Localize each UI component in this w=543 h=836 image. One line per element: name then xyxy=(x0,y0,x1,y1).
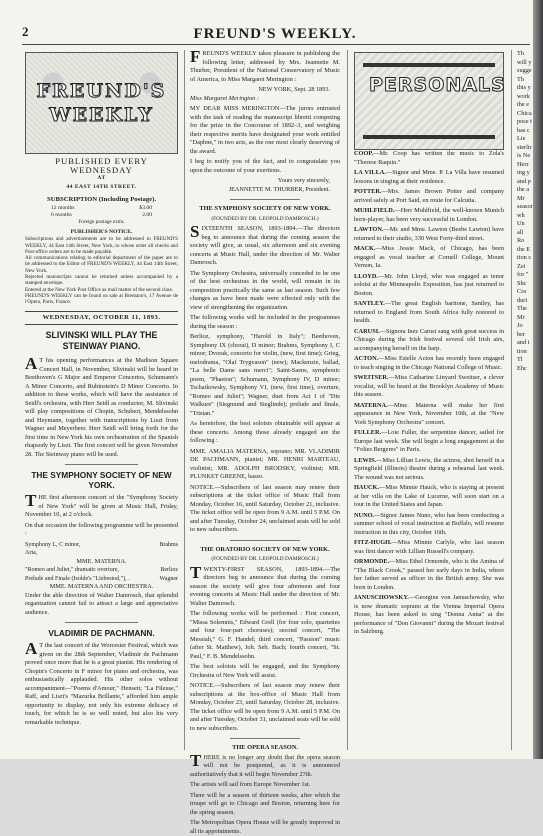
article-body xyxy=(25,639,178,727)
drop-cap: T xyxy=(25,491,37,511)
text-fragment: Tl xyxy=(517,356,523,363)
personal-name: SWEITSER. xyxy=(354,374,389,381)
personal-text: —Miss Lillian Lewis, the actress, shot herself in a Springfield (Illinois) theatre during a rehearsal last week. The wound was not serious. xyxy=(354,456,504,481)
book-spine xyxy=(533,0,543,759)
program-composer: Berlioz xyxy=(160,567,178,574)
personals-title: PERSONALS xyxy=(369,74,506,96)
logo-line-1: FREUND'S xyxy=(36,80,167,102)
section-subtitle: (FOUNDED BY DR. LEOPOLD DAMROSCH.) xyxy=(211,556,319,562)
publisher-notice-line: Rejected manuscripts cannot be returned unless accompanied by a stamped envelope. xyxy=(25,274,178,287)
article-text: There will be a season of thirteen weeks, after which the troupe will go to Chicago and Boston, returning here for the spring season. xyxy=(190,791,340,816)
personal-text: —Miss Ethel Ormonde, who is the Amina of "The Black Crook," passed her early days in India, where her father served as officer in the British army. She was born in London. xyxy=(354,558,504,591)
personal-text: —Mme. Materna will make her first appearance in New York, November 10th, at the "New York Symphony Orchestra" concert. xyxy=(354,401,504,426)
text-fragment: Herr xyxy=(517,160,529,168)
text-fragment: is Ne xyxy=(517,152,531,159)
personal-item xyxy=(354,150,504,167)
subscription-price: $3.00 xyxy=(139,204,152,211)
section-title: THE SYMPHONY SOCIETY OF NEW YORK. xyxy=(199,205,331,212)
personal-text: —Miss Estelle Acton has recently been engaged to teach singing in the Chicago National College of Music. xyxy=(354,355,504,371)
personal-name: JANUSCHOWSKY. xyxy=(354,594,409,601)
text-fragment: Th xyxy=(517,75,524,83)
personal-item xyxy=(354,374,504,400)
column-rule xyxy=(347,50,348,750)
personal-item xyxy=(354,245,504,271)
personal-text: —Signor James Nuno, who has been conducting a summer school of vocal instruction at Buffalo, will resume instruction in this city, October 16th. xyxy=(354,511,504,536)
header-rule xyxy=(22,44,530,45)
program-item xyxy=(25,575,178,584)
letter-salutation: Miss Margaret Merington : xyxy=(190,94,259,102)
section-subtitle: (FOUNDED BY DR. LEOPOLD DAMROSCH.) xyxy=(211,215,319,222)
drop-cap: F xyxy=(190,47,201,66)
program-performer: MME. MATERNA AND ORCHESTRA. xyxy=(49,583,154,591)
drop-cap: A xyxy=(25,354,38,374)
program-performer: MME. MATERNA. xyxy=(76,557,127,565)
personal-name: COOP. xyxy=(354,150,374,157)
text-fragment: ber xyxy=(517,330,526,338)
text-fragment: for " xyxy=(517,271,529,278)
article-headline: THE SYMPHONY SOCIETY OF NEW YORK. xyxy=(31,470,172,491)
text-fragment: Lie xyxy=(517,135,526,142)
personal-item xyxy=(354,457,504,483)
personal-item xyxy=(354,429,504,455)
article-text: Berlioz, symphony, "Harold in Italy"; Beethoven, Symphony IX (chorai), D minor; Brahms, Symphony I, C minor; Dvorak, concerto for violin, (new, first time); Grieg, melodrama, "Olaf Trygvason" (new); Mackenzie, ballad, "La belle Dame sans merci"; Saint-Saens, symphonic poem, "Phaeton"; Schumann, Symphony IV, D minor; Tschaikowsky, Symphony VI, (new, first time), overture, "Romeo and Juliet"; Wagner, duet from Act I of "Die Walkure" (Siegmund and Sieglinde); prelude and finale, "Tristan." xyxy=(190,333,340,417)
personal-text: —Mrs. James Brown Potter and company arrived safely at Port Said, en route for Calcutta. xyxy=(354,188,504,204)
publisher-notice-title: PUBLISHER'S NOTICE. xyxy=(70,228,133,235)
personal-text: —Mr. John Lloyd, who was engaged as tenor soloist at the Minneapolis Exposition, has just returned to Boston. xyxy=(354,272,504,297)
text-fragment: Shc xyxy=(517,279,527,287)
text-fragment: Un xyxy=(517,220,525,227)
article-text: As heretofore, the best soloists obtainable will appear at these concerts. Among those already engaged are the following : xyxy=(190,420,340,444)
text-fragment: the E xyxy=(517,245,531,253)
personals-list xyxy=(354,150,504,637)
drop-cap: T xyxy=(190,562,202,582)
personal-name: MATERNA. xyxy=(354,401,388,409)
banner-bar xyxy=(363,135,495,139)
article-text: The following works will be performed : First concert, "Missa Solemnis," Edward Grell (for four solo, quartettes and four four-part choruses); second concert, "The Messiah," G. F. Handel; third concert, "Passion" music (after St. Matthew), Joh. Seb. Bach; fourth concert, "St. Paul," F. B. Mendelssohn. xyxy=(190,610,340,660)
article-text: T his opening performances at the Madison Square Concert Hall, in November, Slivinski will be heard in Beethoven's G Major and Emperor Concertos, Schumann's A Minor Concerto, and Rubinstein's D Minor Concerto. In addition to these works, which will have the assistance of Seidl's orchestra, with Herr Seidl as conductor, M. Slivinski will play compositions of Chopin, Schubert, Mendelssohn and Heymann, together with transcriptions by Liszt from Wagner and Meyerbeer. Herr Seidl will bring forth for the first time in New York his own orchestration of the Spanish rhapsody by Liszt. The first concert will be given November 28. The Steinway piano will be used. xyxy=(25,357,178,458)
article-text: NOTICE.—Subscribers of last season may renew their subscriptions at the box-office of Music Hall from Monday, October 23, until Saturday, October 28, inclusive. The ticket office will be open from 9 A.M. until 5 P.M. On and after Tuesday, October 31, unclaimed seats will be sold to new subscribers. xyxy=(190,682,340,732)
personal-name: LLOYD. xyxy=(354,272,378,280)
personal-name: HAUCK. xyxy=(354,484,380,491)
program-piece: "Romeo and Juliet," dramatic overture, xyxy=(25,567,119,574)
personal-item xyxy=(354,539,504,556)
text-fragment: The xyxy=(517,305,527,312)
issue-date: WEDNESDAY, OCTOBER 11, 1893. xyxy=(25,311,178,326)
personal-text: —Miss Minnie Carlyle, who last season was first dancer with Lillian Russell's company. xyxy=(354,539,504,555)
text-fragment: has c xyxy=(517,126,530,134)
banner-bar xyxy=(363,63,495,67)
personal-text: —Signor and Mme. P. La Villa have resumed lessons in singing at their residence. xyxy=(354,169,504,185)
column-rule xyxy=(511,50,512,750)
program-composer: Wagner xyxy=(159,575,178,582)
personal-text: —Miss Minnie Hauck, who is staying at present at her villa on the Lake of Lucerne, will soon start on a tour in the United States and Japan. xyxy=(354,484,504,508)
article-divider xyxy=(65,622,138,623)
masthead-at: AT xyxy=(97,175,106,181)
column-4-fragment xyxy=(517,50,533,750)
text-fragment: seasor xyxy=(517,203,533,210)
personal-name: CARUSI. xyxy=(354,327,380,335)
column-2 xyxy=(190,47,340,835)
article-text: Under the able direction of Walter Damrosch, that splendid organization cannot fail to attract a large and appreciative audience. xyxy=(25,591,178,616)
text-fragment: ing y xyxy=(517,169,530,176)
logo-line-2: WEEKLY xyxy=(49,104,154,126)
foreign-postage-note: Foreign postage extra. xyxy=(78,218,125,225)
publication-schedule: PUBLISHED EVERY WEDNESDAY xyxy=(55,156,148,175)
letter-closing: Yours very sincerely, xyxy=(277,177,330,184)
column-rule xyxy=(184,50,185,750)
article-body xyxy=(25,354,178,459)
text-fragment: duri xyxy=(517,296,528,304)
text-fragment: Mr xyxy=(517,313,525,321)
personal-item xyxy=(354,594,504,637)
personal-item xyxy=(354,402,504,428)
text-fragment: work xyxy=(517,92,530,100)
article-text: REUND'S WEEKLY takes pleasure in publishing the following letter, addressed by Mrs. Jeannette M. Thurber, President of the National Conservatory of Music of America, to Miss Margaret Merington : xyxy=(190,50,340,83)
program-composer: Brahms xyxy=(159,541,178,548)
text-fragment: tion c xyxy=(517,254,532,261)
personal-name: MACK. xyxy=(354,245,376,252)
personal-name: MUHLFIELD. xyxy=(354,207,395,214)
section-title: THE OPERA SEASON. xyxy=(232,744,298,751)
personal-text: —Herr Muhlfield, the well-known Munich horn-player, has been very successful in London. xyxy=(354,207,504,223)
publisher-notice-line: Entered at the New York Post Office as mail matter of the second class. xyxy=(25,286,174,293)
article-text: WENTY-FIRST SEASON, 1893-1894.—The directors beg to announce that during the coming season the society will give four afternoon and four evening concerts at Music Hall under the direction of Mr. Walter Damrosch. xyxy=(190,565,340,607)
article-text: The following works will be included in the programmes during the season : xyxy=(190,314,340,330)
program-piece: Symphony L, C minor, xyxy=(25,541,81,548)
section-title: THE ORATORIO SOCIETY OF NEW YORK. xyxy=(200,545,330,553)
text-fragment: Cra xyxy=(517,288,527,295)
personal-name: NUNO. xyxy=(354,511,375,519)
personal-text: —Georgine von Januschowsky, who is now dramatic soprano at the Vienna Imperial Opera House, has been asked to sing "Donna Anna" at the performance of "Don Giovanni" during the Mozart festival in Salzburg. xyxy=(354,594,504,635)
text-fragment: Chica xyxy=(517,109,532,117)
publisher-notice-line: FREUND'S WEEKLY can be found on sale at Brentano's, 17 Avenue de l'Opera, Paris, France. xyxy=(25,292,178,306)
personal-item xyxy=(354,300,504,326)
text-fragment: sterlir xyxy=(517,143,532,151)
personal-item xyxy=(354,328,504,354)
personal-item xyxy=(354,512,504,538)
article-text: HE first afternoon concert of the "Symphony Society of New York" will be given at Music Hall, Friday, November 10, at 2 o'clock. xyxy=(25,494,178,519)
article-text: The Metropolitan Opera House will be greatly improved in all its appointments. xyxy=(190,819,340,835)
personal-item xyxy=(354,226,504,243)
text-fragment: wh xyxy=(517,211,525,219)
letter-text: MY DEAR MISS MERINGTON—The jurors entrusted with the task of reading the manuscript libretti competing for the prize in the Concourse of 1892–3, and weighing their respective merits have designated your work entitled "Daphne," in two acts, as the one most clearly deserving of the award. xyxy=(190,105,340,155)
article-text: MME. AMALIA MATERNA, soprano; MR. VLADIMIR DE PACHMANN, pianist; MR. HENRI MARTEAU, violinist; MR. ADOLPH BRODSKY, violinist; MR. PLUNKET GREENE, basso. xyxy=(190,447,340,480)
letter-signature: JEANNETTE M. THURBER, President. xyxy=(228,185,330,193)
text-fragment: Jo xyxy=(517,322,523,329)
article-text: The artists will sail from Europe November 1st. xyxy=(190,781,311,788)
program-item xyxy=(25,549,178,558)
text-fragment: all xyxy=(517,228,524,236)
personal-item xyxy=(354,558,504,592)
personal-name: POTTER. xyxy=(354,188,382,195)
text-fragment: this y xyxy=(517,84,531,91)
masthead-address: 44 EAST 14TH STREET. xyxy=(66,183,137,190)
article-body xyxy=(190,47,340,84)
article-headline: VLADIMIR DE PACHMANN. xyxy=(48,628,155,639)
personal-name: SANTLEY. xyxy=(354,300,385,307)
personal-name: FITZ-HUGH. xyxy=(354,539,392,546)
program-item xyxy=(25,566,178,575)
program-piece: Aria, xyxy=(25,550,38,557)
personals-banner xyxy=(354,52,504,150)
article-text: The Symphony Orchestra, universally conceded to be one of the best orchestras in the world, will remain in its composition practically the same as last season. Such few changes as have been made were effected only with the view of strengthening the organization. xyxy=(190,269,340,311)
article-text: HERE is no longer any doubt that the opera season will not be postponed, as it is announced authoritatively that it will begin November 27th. xyxy=(190,753,340,778)
subscription-row xyxy=(25,212,178,219)
masthead-logo xyxy=(25,52,178,154)
personal-name: FULLER. xyxy=(354,429,382,436)
letter-dateline: NEW YORK, Sept. 28 1893. xyxy=(258,86,330,93)
article-text: The best soloists will be engaged, and the Symphony Orchestra of New York will assist. xyxy=(190,663,340,679)
article-body xyxy=(190,750,340,780)
running-head: FREUND'S WEEKLY. xyxy=(193,26,357,42)
text-fragment: will y xyxy=(517,58,532,66)
program-item xyxy=(25,541,178,550)
text-fragment: Ehc xyxy=(517,364,527,372)
article-headline: SLIVINSKI WILL PLAY THE STEINWAY PIANO. xyxy=(45,330,158,352)
personal-text: —Loie Fuller, the serpentine dancer, sailed for Europe last week. She will begin a long engagement at the "Folies Bergeres" in Paris. xyxy=(354,429,504,453)
personal-name: LA VILLA. xyxy=(354,169,386,176)
drop-cap: S xyxy=(190,222,200,241)
personal-text: —Miss Jessie Mack, of Chicago, has been engaged as vocal teacher at Cornell College, Mount Vernon, Ia. xyxy=(354,245,504,269)
article-text: T the last concert of the Worcester Festival, which was given on the 28th September, Vladimir de Pachmann proved once more that he is a great pianist. His rendering of Chopin's Concerto in F minor for piano and orchestra, was enthusiastically applauded. His other solos without accompaniment—"Poems d'Amour," Henseit; "La Fileuse," Raff, and Liszt's "Mazurka Brillante," afforded him ample opportunity to display, not only his extreme delicacy of touch, for which he is so well noted, but also his very remarkable technique. xyxy=(25,642,178,726)
personal-item xyxy=(354,484,504,510)
text-fragment: Mr xyxy=(517,194,525,202)
page-number: 2 xyxy=(22,24,29,39)
article-divider xyxy=(65,464,138,465)
text-fragment: Ro xyxy=(517,237,525,244)
subscription-term: 12 months xyxy=(51,204,75,211)
text-fragment: Th xyxy=(517,50,524,57)
column-3 xyxy=(354,50,504,750)
subscription-title: SUBSCRIPTION (Including Postage). xyxy=(46,196,157,203)
personal-item xyxy=(354,355,504,372)
personal-text: —Signora Inez Carusi sang with great success in Chicago during the Irish festival several old Irish airs, accompanying herself on the harp. xyxy=(354,327,504,352)
article-body xyxy=(190,222,340,268)
article-text: NOTICE.—Subscribers of last season may renew their subscriptions at the ticket office of Music Hall from Monday, October 16, until Saturday, October 21, inclusive. The ticket office will be open from 9 A.M. until 5 P.M. On and after Tuesday, October 24, unclaimed seats will be sold to new subscribers. xyxy=(190,483,340,533)
text-fragment: the a xyxy=(517,186,530,193)
personal-name: LEWIS. xyxy=(354,456,377,464)
text-fragment: Zei xyxy=(517,262,526,270)
article-body xyxy=(190,562,340,609)
article-text: IXTEENTH SEASON, 1893-1894.—The directors beg to announce that during the coming season the society will give, as usual, six afternoon and six evening concerts at Music Hall, under the direction of Mr. Walter Damrosch. xyxy=(190,225,340,266)
personal-text: —Miss Catharine Linyard Sweitser, a clever vocalist, will be heard at the Brooklyn Academy of Music this season. xyxy=(354,374,504,398)
personal-name: ACTON. xyxy=(354,355,379,362)
personal-name: LAWTON. xyxy=(354,226,384,233)
article-divider xyxy=(230,540,300,541)
publisher-notice-line: Subscriptions and advertisements are to be addressed to FREUND'S WEEKLY, 44 East 14th Street, New York, to whose order all checks and Post-office orders are to be made payable. xyxy=(25,236,178,255)
column-1 xyxy=(25,50,178,750)
text-fragment: sugge xyxy=(517,67,532,74)
text-fragment: pose t xyxy=(517,118,532,125)
article-body xyxy=(25,491,178,520)
drop-cap: T xyxy=(190,750,202,770)
personal-item xyxy=(354,207,504,224)
letter-text: I beg to notify you of the fact, and to congratulate you upon the outcome of your exertions. xyxy=(190,158,340,174)
text-fragment: tion xyxy=(517,347,527,355)
text-fragment: and t xyxy=(517,339,530,346)
program-piece: Prelude and Finale (Isolde's "Liebestod,"), . xyxy=(25,575,130,582)
personal-item xyxy=(354,273,504,299)
personal-text: —Mr. Coop has written the music to Zola's "Therese Raquin." xyxy=(354,150,504,166)
personal-item xyxy=(354,169,504,186)
publisher-notice-line: All communications relating to editorial department of the paper are to be addressed to the Editor of FREUND'S WEEKLY, 44 East 14th Street, New York. xyxy=(25,255,178,274)
personal-text: —Mr. and Mme. Lawton (Beebe Lawton) have returned to their studio, 330 West Forty-third street. xyxy=(354,226,504,242)
article-text: On that occasion the following programme will be presented : xyxy=(25,521,178,538)
text-fragment: and p xyxy=(517,177,531,185)
personal-text: —The great English baritone, Santley, has returned to England from South Africa fully restored to health. xyxy=(354,300,504,324)
article-divider xyxy=(230,738,300,739)
subscription-term: 6 months xyxy=(51,211,72,218)
subscription-price: 2.00 xyxy=(142,211,152,218)
personal-name: ORMONDE. xyxy=(354,558,390,565)
drop-cap: A xyxy=(25,639,38,659)
article-divider xyxy=(230,199,300,200)
subscription-row xyxy=(25,205,178,212)
text-fragment: the e xyxy=(517,101,530,108)
personal-item xyxy=(354,188,504,205)
